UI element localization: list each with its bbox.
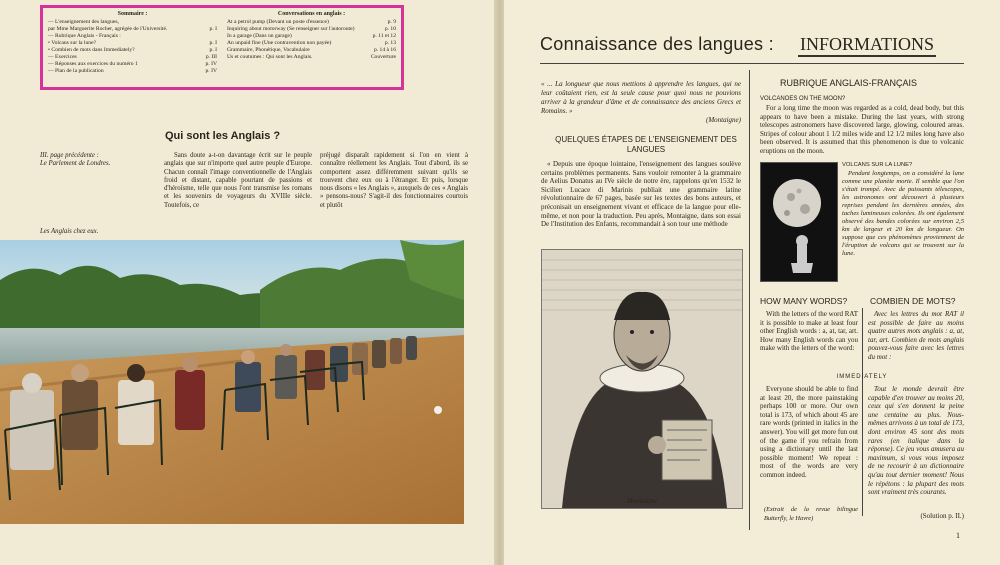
combien-text: Avec les lettres du mot RAT il est possible de faire au moins quatre autres mots anglais : a, at, tar, art. Combien de mots anglais pouvez-vous faire avec les lettres du mot : — [868, 310, 964, 361]
toc-heading-summary: Sommaire : — [117, 11, 148, 17]
toc-entry-page: Couverture — [370, 54, 396, 60]
toc-entry — [48, 47, 217, 54]
toc-entry-title: • Volcans sur la lune? — [48, 40, 97, 46]
everyone-text: Everyone should be able to find at least 20, the more painstaking perhaps 100 or more. Our own total is 173, of which about 45 are rare words (printed in italics in the answer). You will get more fun out of the game if you refrain from using a dictionary until the last possible moment! We repeat : most of the words are very common indeed. — [760, 385, 858, 479]
toc-entry-page: p. I — [209, 40, 217, 46]
toc-entry — [48, 68, 217, 75]
section-title-informations: INFORMATIONS — [798, 34, 936, 57]
toc-entry — [227, 47, 396, 54]
toc-entry-title: par Mme Marguerite Rocher, agrégée de l'Université. — [48, 26, 168, 32]
volcanoes-text: For a long time the moon was regarded as a cold, dead body, but this appears to have been a mistake. During the last years, with strong telescopes astronomers have discovered large, glowing, coloured areas. Stripes of colour about 1 1/2 miles wide and 12 1/2 miles long have also been observed. It is assumed that this phenomenon is due to volcanic eruptions on the moon. — [760, 104, 964, 155]
etapes-heading: QUELQUES ÉTAPES DE L'ENSEIGNEMENT DES LANGUES — [555, 135, 737, 154]
toc-entry — [227, 26, 396, 33]
how-many-text: With the letters of the word RAT it is possible to make at least four other English words : a, at, tar, art. How many English words can you make with the letters of the word: — [760, 310, 858, 353]
title-rule — [540, 63, 964, 64]
side-caption-line-1: III. page précédente : — [40, 152, 99, 159]
toc-entry — [48, 40, 217, 47]
toc-entry — [227, 40, 396, 47]
toc-entry-title: Inquiring about motorway (Se renseigner sur l'autoroute) — [227, 26, 355, 32]
moon-illustration — [760, 162, 838, 282]
toc-entry-page: p. 13 — [384, 40, 396, 46]
article-column-2: préjugé disparaît rapidement si l'on en vient à connaître réellement les Anglais. Tout d'abord, ils se comportent assez différemment suivant qu'ils se trouvent chez eux ou à l'étranger. Et puis, lorsque nous disons « les Anglais », auxquels de ces « Anglais » pensons-nous? S'agit-il des fonctionnaires courtois et plutôt — [320, 152, 468, 209]
toc-entry — [48, 61, 217, 68]
rubrique-heading: RUBRIQUE ANGLAIS-FRANÇAIS — [780, 78, 918, 88]
tout-le-monde-text: Tout le monde devrait être capable d'en trouver au moins 20, ceux qui s'en donnent la peine une centaine au plus. Nous-mêmes arrivons à un total de 173, dont environ 45 sont des mots rares (en italique dans la réponse). Ce jeu vous amusera au maximum, si vous vous imposez de ne recourir à un dictionnaire qu'au tout dernier moment! Nous le répétons : la plupart des mots sont vraiment très courants. — [868, 385, 964, 497]
toc-entry — [227, 54, 396, 61]
toc-entry-title: Grammaire, Phonétique, Vocabulaire — [227, 47, 310, 53]
combien-heading: COMBIEN DE MOTS? — [870, 296, 956, 306]
section-title: Connaissance des langues : — [540, 34, 774, 54]
toc-entry-page: p. IV — [205, 68, 217, 74]
volcans-heading: VOLCANS SUR LA LUNE? — [842, 162, 913, 168]
toc-entry — [48, 33, 217, 40]
portrait-caption: Montaigne — [626, 497, 658, 505]
how-many-heading: HOW MANY WORDS? — [760, 296, 848, 306]
toc-entry-title: — Exercices — [48, 54, 77, 60]
montaigne-quote — [541, 80, 741, 125]
volcans-text: Pendant longtemps, on a considéré la lune comme une planète morte. Il semble que l'on s'était trompé. Avec de puissants télescopes, les astronomes ont découvert à plusieurs reprises pendant les dernières années, des taches lumineuses colorées. Ils ont également observé des bandes colorées sur environ 2,5 km de largeur et 20 km de longueur. On suppose que ces phénomènes proviennent de l'éruption de volcans qui se trouvent sur la lune. — [842, 170, 964, 257]
toc-entry-page: p. 11 et 12 — [372, 33, 396, 39]
toc-entry — [48, 54, 217, 61]
table-of-contents — [40, 5, 404, 90]
solution-note: (Solution p. II.) — [920, 512, 964, 520]
toc-entry-page: p. 9 — [387, 19, 396, 25]
toc-entry — [227, 33, 396, 40]
etapes-text: « Depuis une époque lointaine, l'enseignement des langues soulève certains problèmes permanents. Sans vouloir remonter à la grammaire de Aelius Donatus au IVe siècle de notre ère, rappelons qu'en 1532 le Sicilien Lucace di Marinis publiait une grammaire latine révolutionnaire de 67 pages, basée sur les textes des bons auteurs, et préconisait un enseignement vivant et efficace de la langue pour elle-même, et non pour la traduction. Peu après, Montaigne, dans son essai De l'Institution des Enfants, recommandait à son tour une méthode — [541, 160, 741, 229]
immediately-word: IMMEDIATELY — [836, 374, 888, 380]
side-caption — [40, 152, 140, 168]
article-title: Qui sont les Anglais ? — [165, 130, 281, 142]
toc-conversations-column — [227, 11, 396, 84]
toc-entry — [48, 19, 217, 26]
volcanoes-heading: VOLCANOES ON THE MOON? — [760, 96, 846, 102]
montaigne-portrait — [541, 249, 743, 509]
toc-entry-page: p. I — [209, 26, 217, 32]
photo-caption: Les Anglais chez eux. — [40, 228, 99, 235]
article-column-1: Sans doute a-t-on davantage écrit sur le peuple anglais que sur n'importe quel autre peuple d'Europe. Chacun connaît l'image conventionnelle de l'Anglais froid et distant, capable pourtant de passions et d'héroïsme, telle que nous l'ont transmise les romans et les souvenirs de voyageurs du XVIIIe siècle. Toutefois, ce — [164, 152, 312, 209]
toc-entry-page: p. 10 — [384, 26, 396, 32]
toc-entry — [227, 19, 396, 26]
right-page — [504, 0, 1000, 565]
toc-entry-title: — Réponses aux exercices du numéro 1 — [48, 61, 138, 67]
extrait-note: (Extrait de la revue bilingue Butterfly, le Havre) — [764, 506, 858, 522]
park-photo — [0, 240, 464, 524]
toc-entry-title: • Combien de mots dans Immediately? — [48, 47, 135, 53]
toc-entry — [48, 26, 217, 33]
toc-entry-title: At a petrol pump (Devant un poste d'essence) — [227, 19, 329, 25]
quote-attribution: (Montaigne) — [706, 116, 741, 124]
toc-summary-column — [48, 11, 217, 84]
quote-text: « ... La longueur que nous mettions à apprendre les langues, qui ne leur coûtaient rien, est la seule cause pour quoi nous ne pouvions arriver à la grandeur d'âme et de connaissance des anciens Grecs et Romains. » — [541, 80, 741, 115]
toc-heading-conversations: Conversations en anglais : — [277, 11, 346, 17]
toc-entry-page: p. IV — [205, 61, 217, 67]
left-page — [0, 0, 496, 565]
side-caption-line-2: Le Parlement de Londres. — [40, 160, 111, 167]
toc-entry-page: p. I — [209, 47, 217, 53]
toc-entry-page: p. III — [205, 54, 217, 60]
toc-entry-title: — Plan de la publication — [48, 68, 104, 74]
toc-entry-title: An unpaid fine (Une contravention non payée) — [227, 40, 332, 46]
toc-entry-title: — L'enseignement des langues, — [48, 19, 119, 25]
english-french-rule — [862, 308, 863, 516]
toc-entry-title: — Rubrique Anglais - Français : — [48, 33, 121, 39]
toc-entry-page: p. 14 à 16 — [373, 47, 396, 53]
column-rule — [749, 70, 750, 530]
toc-entry-title: In a garage (Dans un garage) — [227, 33, 292, 39]
page-number: 1 — [956, 531, 960, 540]
toc-entry-title: Us et coutumes : Qui sont les Anglais. — [227, 54, 313, 60]
